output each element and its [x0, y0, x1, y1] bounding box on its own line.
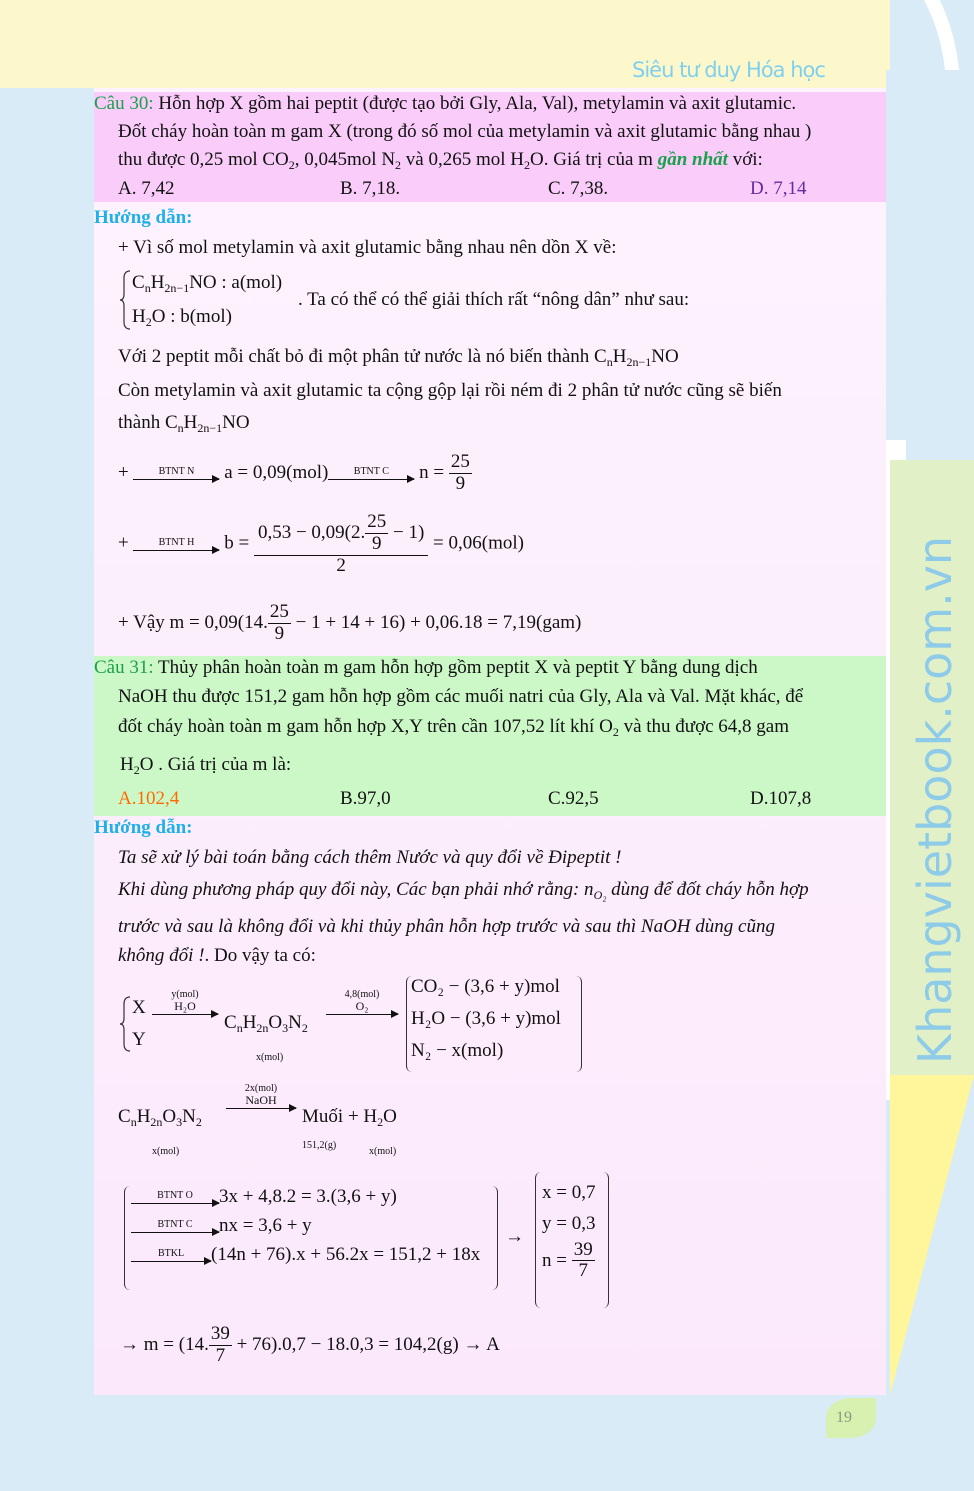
text: → m = (14. — [120, 1333, 209, 1355]
q31-option-a: A.102,4 — [118, 788, 180, 809]
arrow-label: BTNT C — [353, 465, 389, 477]
fraction — [254, 512, 428, 577]
arrow-label: BTKL — [157, 1247, 185, 1259]
text: a = 0,09(mol) — [224, 461, 329, 483]
text: − 1 + 14 + 16) + 0,06.18 = 7,19(gam) — [290, 611, 582, 633]
q30-option-b: B. 7,18. — [340, 178, 401, 199]
products-bracket — [406, 976, 582, 1072]
denominator: 7 — [578, 1260, 588, 1282]
arrow-label: H₂O — [174, 999, 196, 1013]
side-brand: Khangvietbook.com.vn — [908, 535, 962, 1065]
text: thành — [118, 412, 161, 433]
solution-system — [535, 1172, 609, 1308]
text: Khi dùng phương pháp quy đổi này, Các bạn phải nhớ rằng: n — [118, 879, 594, 900]
q30-sys2: $H_2O$ : b(mol) — [132, 306, 232, 329]
fraction — [268, 602, 291, 645]
numerator: 39 — [573, 1238, 593, 1260]
arrow — [131, 1191, 219, 1204]
q30-label: Câu 30: — [94, 93, 154, 114]
q31-line3: đốt cháy hoàn toàn m gam hỗn hợp X,Y trên cần 107,52 lít khí $O_2$ và thu được 64,8 gam — [118, 716, 790, 739]
q31-note1: Ta sẽ xử lý bài toán bằng cách thêm Nước và quy đổi về Đipeptit ! — [118, 847, 622, 868]
salt-product: Muối + $H_2O$ — [302, 1106, 397, 1129]
denominator: 9 — [274, 622, 285, 644]
arrow — [152, 990, 218, 1015]
text: b = — [224, 532, 250, 554]
dipeptide-2-mol: x(mol) — [152, 1146, 180, 1157]
q30-eq2: + BTNT H b = 0,53 − 0,09(2. $\frac{25}{9}$ − 1) 2 = 0,06(mol) — [118, 511, 524, 576]
denominator: 2 — [336, 554, 346, 576]
numerator: 25 — [269, 601, 289, 622]
salt-mass: 151,2(g) — [302, 1140, 337, 1151]
q31-line1 — [94, 657, 758, 680]
arrow-label: BTNT O — [157, 1190, 193, 1202]
text: 0,53 − 0,09(2. — [257, 521, 366, 543]
header-title: Siêu tư duy Hóa học — [632, 58, 825, 82]
dipeptide: $C_nH_{2n}O_3N_2$ — [224, 1012, 308, 1035]
q30-sys1: $C_nH_{2n-1}NO$ : a(mol) — [132, 272, 283, 295]
equation-system — [124, 1186, 498, 1290]
product-n2: N₂ − x(mol) — [411, 1039, 504, 1061]
arrow-label: 4,8(mol) — [344, 989, 380, 1000]
text: nx = 3,6 + y — [219, 1214, 312, 1236]
text: O . Giá trị của m là: — [139, 754, 292, 775]
reactant-y: Y — [132, 1029, 146, 1050]
numerator: 25 — [367, 511, 387, 532]
q31-option-d: D.107,8 — [750, 788, 812, 809]
q31-option-c: C.92,5 — [548, 788, 599, 809]
q31-final — [120, 1324, 500, 1367]
arrow-hydrolysis — [226, 1084, 296, 1109]
solution-n — [542, 1240, 608, 1283]
text: và 0,265 mol H — [401, 149, 525, 170]
arrow-label: BTNT N — [158, 465, 195, 477]
text: . Do vậy ta có: — [204, 945, 316, 966]
implies-arrow: → — [505, 1226, 524, 1247]
fraction — [365, 512, 388, 555]
q30-eq1: + BTNT N a = 0,09(mol) BTNT C n = $\frac{25}{9}$ — [118, 451, 470, 494]
text: O : b(mol) — [151, 306, 232, 327]
text: − 1) — [388, 521, 425, 543]
dipeptide-2: $C_nH_{2n}O_3N_2$ — [118, 1106, 202, 1129]
arrow — [326, 990, 398, 1015]
text: + Vậy m = 0,09(14. — [118, 611, 268, 633]
q31-note4 — [118, 945, 316, 968]
q31-label: Câu 31: — [94, 657, 154, 678]
text: Muối — [302, 1106, 344, 1127]
text: và thu được 64,8 gam — [618, 716, 790, 737]
arrow-label: O₂ — [355, 999, 369, 1013]
arrow — [328, 467, 414, 480]
eq-mass — [131, 1244, 497, 1267]
q31-line4: $H_2O$ . Giá trị của m là: — [120, 754, 292, 777]
text: n = — [419, 461, 445, 483]
fraction — [209, 1324, 232, 1367]
text: , 0,045mol N — [294, 149, 396, 170]
denominator: 7 — [215, 1344, 226, 1366]
q30-line3: thu được 0,25 mol $CO_2$, 0,045mol $N_2$ và 0,265 mol $H_2O$. Giá trị của m gần nhất với: — [118, 149, 763, 172]
text: 3x + 4,8.2 = 3.(3,6 + y) — [219, 1186, 397, 1207]
fraction — [572, 1240, 595, 1283]
arrow — [131, 1220, 219, 1233]
arrow-combustion — [326, 990, 398, 1015]
text: NO : a(mol) — [189, 272, 283, 293]
q30-step4: Còn metylamin và axit glutamic ta cộng gộp lại rồi ném đi 2 phân tử nước cũng sẽ biến — [118, 380, 782, 401]
brace-icon — [119, 996, 131, 1052]
text: dùng để đốt cháy hỗn hợp — [606, 879, 809, 900]
q30-line1 — [94, 93, 796, 116]
solution-x: x = 0,7 — [542, 1182, 596, 1203]
numerator: 39 — [210, 1323, 230, 1344]
side-triangle — [890, 1075, 974, 1395]
text: với: — [727, 149, 763, 170]
denominator: 9 — [371, 532, 382, 554]
product-h2o: H₂O − (3,6 + y)mol — [411, 1007, 561, 1029]
q30-step2: . Ta có thể có thể giải thích rất “nông dân” như sau: — [298, 289, 690, 310]
text: O. Giá trị của m — [530, 149, 658, 170]
arrow — [133, 538, 219, 551]
text: đốt cháy hoàn toàn m gam hỗn hợp X,Y trên cần 107,52 lít khí O — [118, 716, 613, 737]
arrow — [226, 1084, 296, 1109]
arrow — [133, 467, 219, 480]
solution-y: y = 0,3 — [542, 1212, 596, 1234]
fraction — [449, 452, 472, 495]
q30-step1: + Vì số mol metylamin và axit glutamic bằng nhau nên dồn X về: — [118, 237, 617, 258]
product-co2: CO₂ − (3,6 + y)mol — [411, 976, 560, 997]
page-number: 19 — [836, 1409, 852, 1426]
q31-line2: NaOH thu được 151,2 gam hỗn hợp gồm các muối natri của Gly, Ala và Val. Mặt khác, để — [118, 686, 804, 707]
arrow — [131, 1249, 211, 1262]
q31-note2: Khi dùng phương pháp quy đổi này, Các bạn phải nhớ rằng: $n_{O_2}$ dùng để đốt cháy hỗn hợp — [118, 879, 809, 902]
text: Với 2 peptit mỗi chất bỏ đi một phân tử nước là nó biến thành — [118, 346, 590, 367]
arrow-label: 2x(mol) — [244, 1083, 278, 1094]
q30-result — [118, 602, 581, 645]
q30-guide-heading: Hướng dẫn: — [94, 207, 193, 228]
arrow-label: y(mol) — [171, 989, 199, 1000]
numerator: 25 — [450, 451, 470, 472]
emphasis: gần nhất — [657, 149, 728, 170]
arrow-label: NaOH — [245, 1093, 277, 1107]
eq-carbon — [131, 1215, 497, 1238]
q30-step5: thành $C_nH_{2n-1}NO$ — [118, 412, 250, 435]
q30-option-c: C. 7,38. — [548, 178, 609, 199]
text: thu được 0,25 mol CO — [118, 149, 289, 170]
dipeptide-mol: x(mol) — [256, 1052, 284, 1063]
brace-icon — [119, 270, 131, 330]
denominator: 9 — [455, 472, 466, 494]
q31-option-b: B.97,0 — [340, 788, 391, 809]
text: Thủy phân hoàn toàn m gam hỗn hợp gồm peptit X và peptit Y bằng dung dịch — [153, 657, 758, 678]
q30-step3: Với 2 peptit mỗi chất bỏ đi một phân tử nước là nó biến thành $C_nH_{2n-1}NO$ — [118, 346, 679, 369]
q30-line2: Đốt cháy hoàn toàn m gam X (trong đó số mol của metylamin và axit glutamic bằng nhau ) — [118, 121, 812, 142]
text: n = — [542, 1249, 567, 1271]
numerator — [254, 512, 428, 556]
text: (14n + 76).x + 56.2x = 151,2 + 18x — [211, 1243, 481, 1265]
arrow-label: BTNT C — [157, 1218, 193, 1230]
text: Hỗn hợp X gồm hai peptit (được tạo bởi Gly, Ala, Val), metylamin và axit glutamic. — [153, 93, 797, 114]
water-mol: x(mol) — [369, 1146, 397, 1157]
reactant-x: X — [132, 997, 146, 1018]
text: + 76).0,7 − 18.0,3 = 104,2(g) → A — [231, 1333, 500, 1355]
q30-option-a: A. 7,42 — [118, 178, 175, 199]
q31-guide-heading: Hướng dẫn: — [94, 817, 193, 838]
arrow-hydration — [152, 990, 218, 1015]
q31-note3: trước và sau là không đổi và khi thủy phân hỗn hợp trước và sau thì NaOH dùng cũng — [118, 916, 775, 937]
text: = 0,06(mol) — [433, 532, 524, 554]
text: không đổi ! — [118, 945, 205, 966]
eq-oxygen — [131, 1186, 497, 1209]
q30-option-d: D. 7,14 — [750, 178, 807, 199]
arrow-label: BTNT H — [158, 536, 195, 548]
